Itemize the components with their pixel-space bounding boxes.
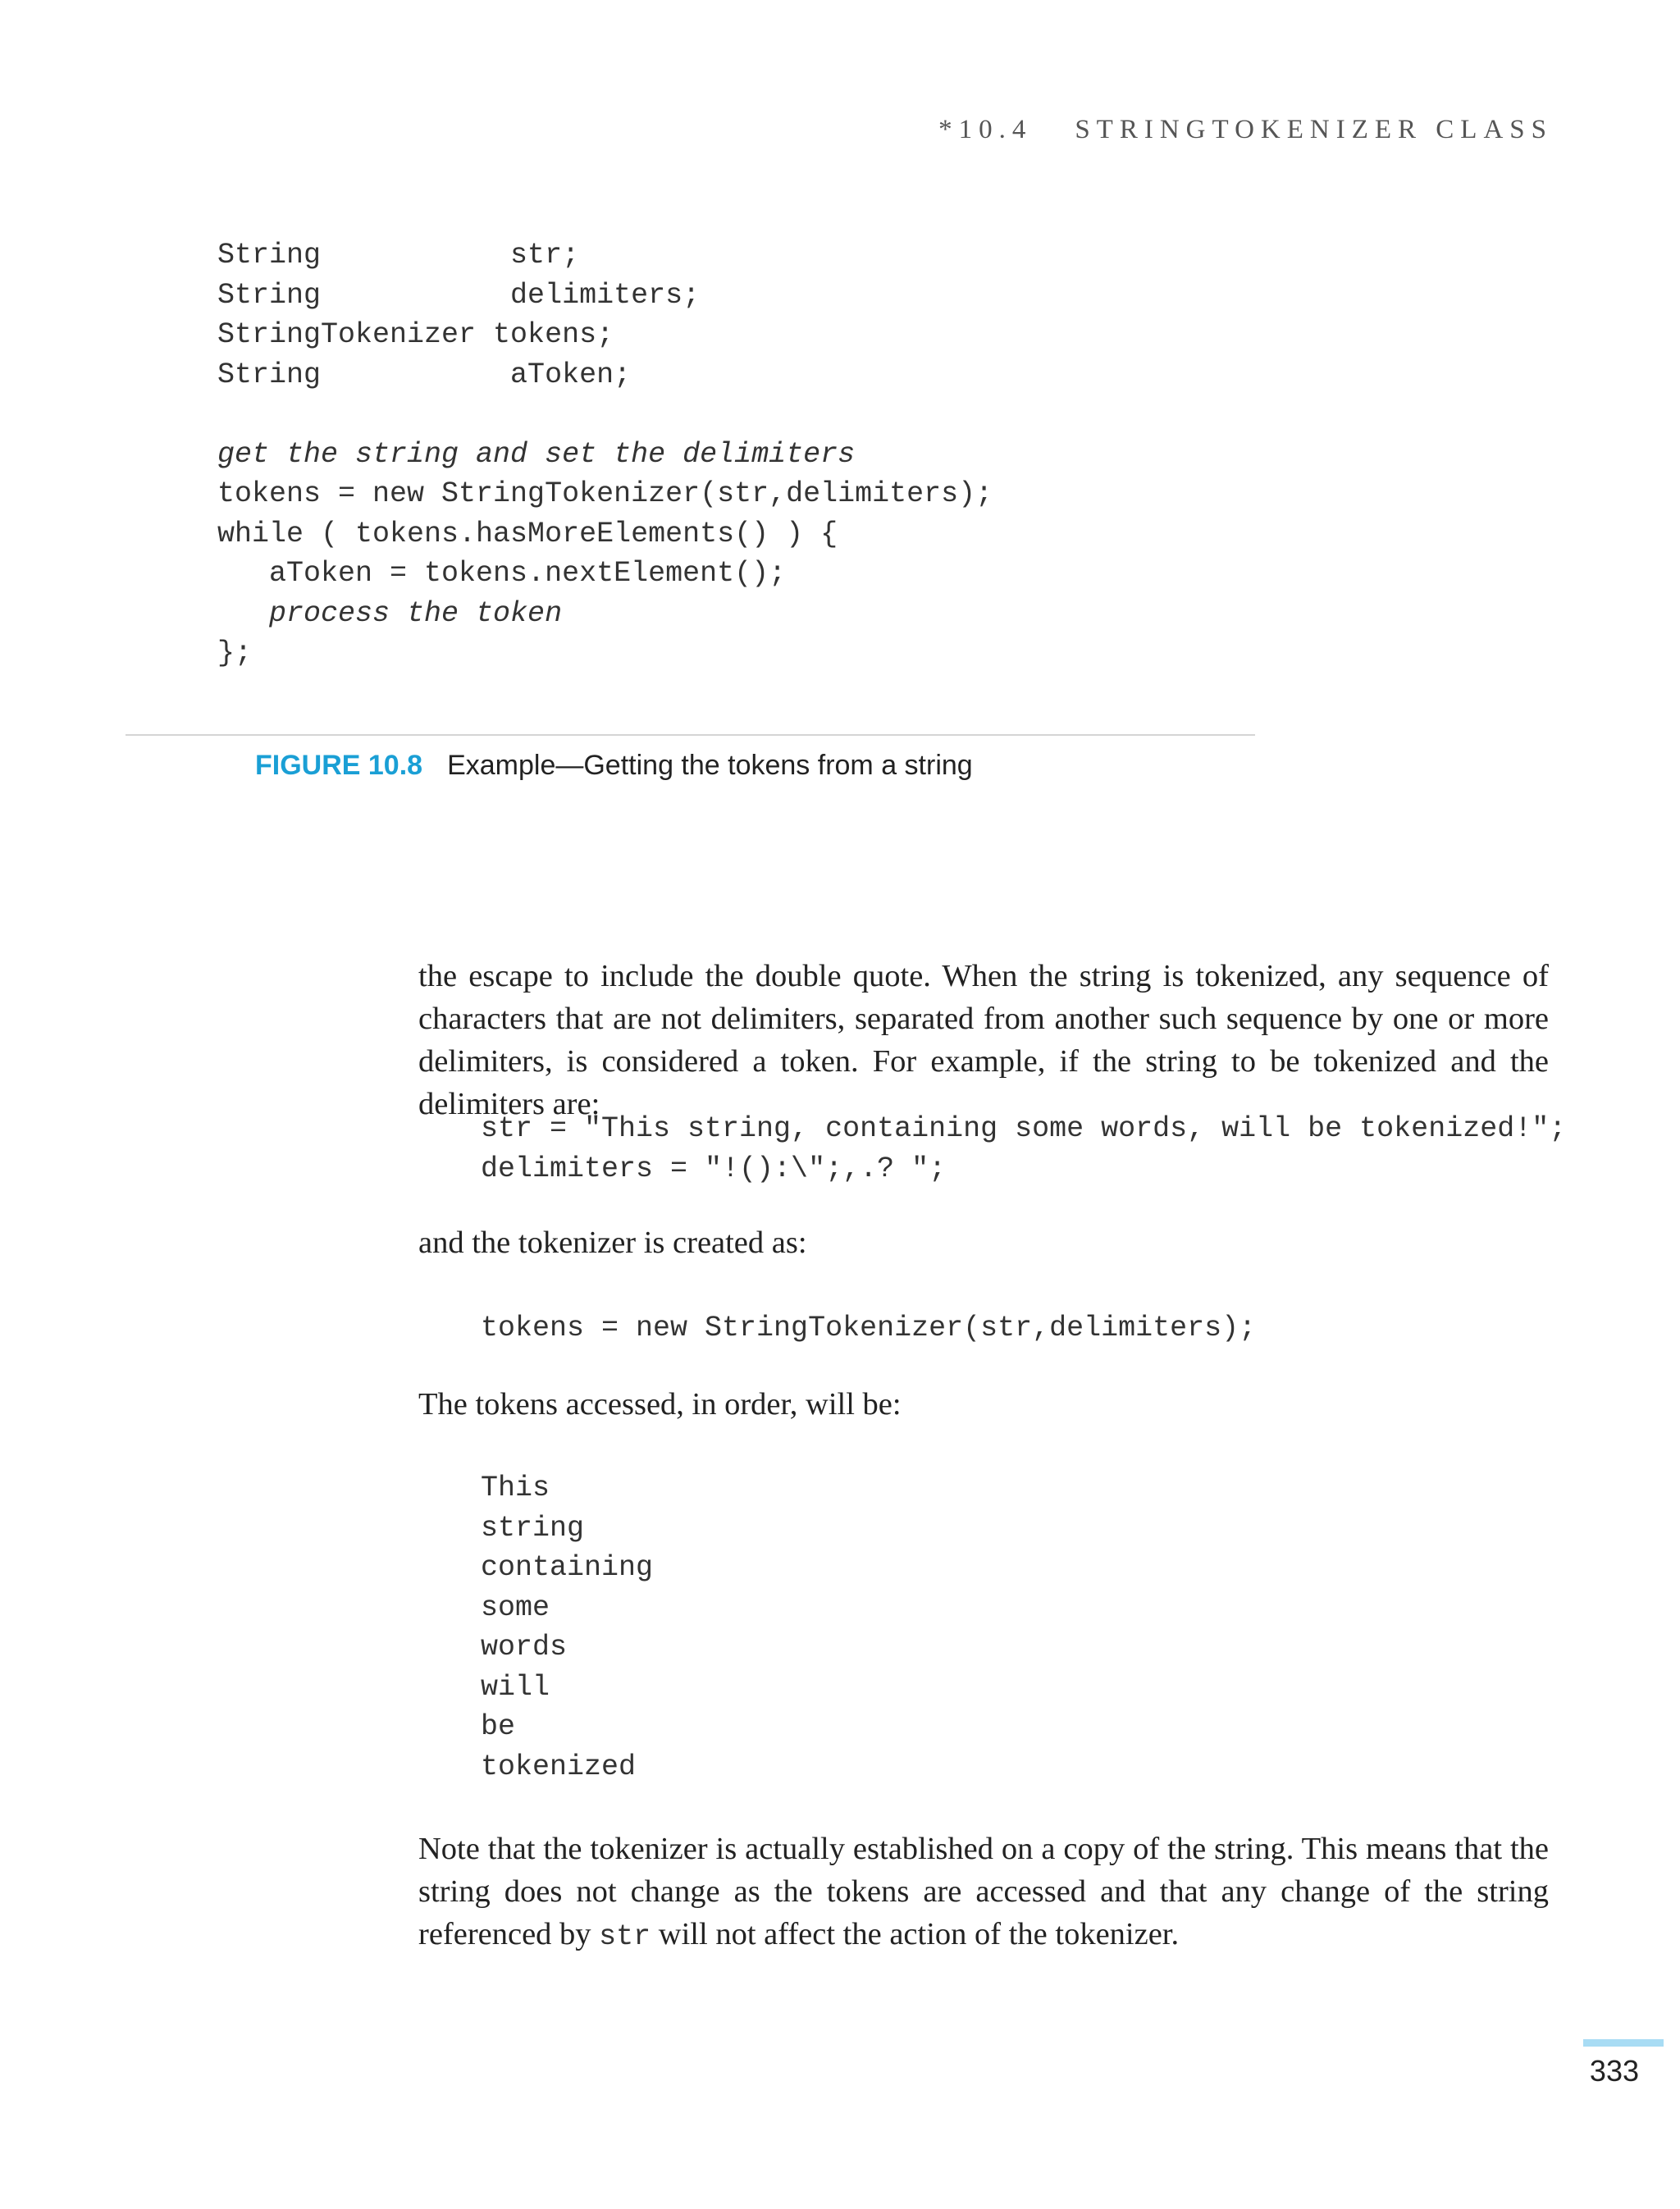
code-line: tokens = new StringTokenizer(str,delimiters); bbox=[217, 477, 993, 510]
token-item: string bbox=[481, 1511, 585, 1545]
page-number: 333 bbox=[1589, 2054, 1639, 2088]
code-line: String str; bbox=[217, 239, 580, 272]
token-item: some bbox=[481, 1591, 550, 1624]
token-item: containing bbox=[481, 1551, 654, 1584]
code-line: tokens = new StringTokenizer(str,delimiters); bbox=[481, 1312, 1257, 1344]
token-item: tokenized bbox=[481, 1750, 637, 1783]
token-item: will bbox=[481, 1670, 550, 1704]
code-line: delimiters = "!():\";,.? "; bbox=[481, 1152, 947, 1185]
inline-code-str: str bbox=[599, 1920, 651, 1953]
code-line: while ( tokens.hasMoreElements() ) { bbox=[217, 517, 838, 550]
figure-caption-text: Example—Getting the tokens from a string bbox=[447, 750, 973, 781]
section-number: *10.4 bbox=[938, 115, 1033, 144]
figure-code-listing bbox=[217, 235, 993, 673]
page-number-accent-bar bbox=[1583, 2039, 1664, 2047]
token-item: words bbox=[481, 1631, 568, 1664]
paragraph-intro: the escape to include the double quote. When the string is tokenized, any sequence of characters that are not delimiters, separated from another such sequence by one or more delimiters, is considered a token. For example, if the string to be tokenized and the delimiters are: bbox=[418, 959, 1549, 1121]
running-head bbox=[938, 115, 1553, 145]
paragraph-created: and the tokenizer is created as: bbox=[418, 1225, 807, 1260]
code-comment-line: process the token bbox=[217, 596, 563, 630]
token-list bbox=[481, 1468, 653, 1787]
example-code-block bbox=[481, 1109, 1566, 1189]
code-line: str = "This string, containing some words, will be tokenized!"; bbox=[481, 1112, 1567, 1145]
figure-label: FIGURE 10.8 bbox=[255, 750, 423, 781]
paragraph-note bbox=[418, 1828, 1549, 1958]
section-title: STRINGTOKENIZER CLASS bbox=[1075, 115, 1553, 144]
code-line: String aToken; bbox=[217, 358, 632, 391]
code-line: StringTokenizer tokens; bbox=[217, 318, 614, 351]
create-code-block bbox=[481, 1308, 1256, 1349]
code-line: }; bbox=[217, 637, 253, 669]
figure-divider bbox=[126, 734, 1255, 736]
code-line: aToken = tokens.nextElement(); bbox=[217, 557, 787, 590]
code-line bbox=[217, 395, 993, 435]
code-comment-line: get the string and set the delimiters bbox=[217, 437, 856, 471]
paragraph-tokens: The tokens accessed, in order, will be: bbox=[418, 1387, 902, 1422]
token-item: This bbox=[481, 1472, 550, 1504]
token-item: be bbox=[481, 1710, 516, 1743]
note-text-end: will not affect the action of the tokenizer. bbox=[651, 1917, 1180, 1951]
code-line: String delimiters; bbox=[217, 278, 701, 312]
figure-caption bbox=[255, 750, 973, 782]
note-text-start: Note that the tokenizer is actually established on a copy of the string. This means that the string does not change as the tokens are accessed and that any change of the string referenced by bbox=[418, 1832, 1549, 1951]
